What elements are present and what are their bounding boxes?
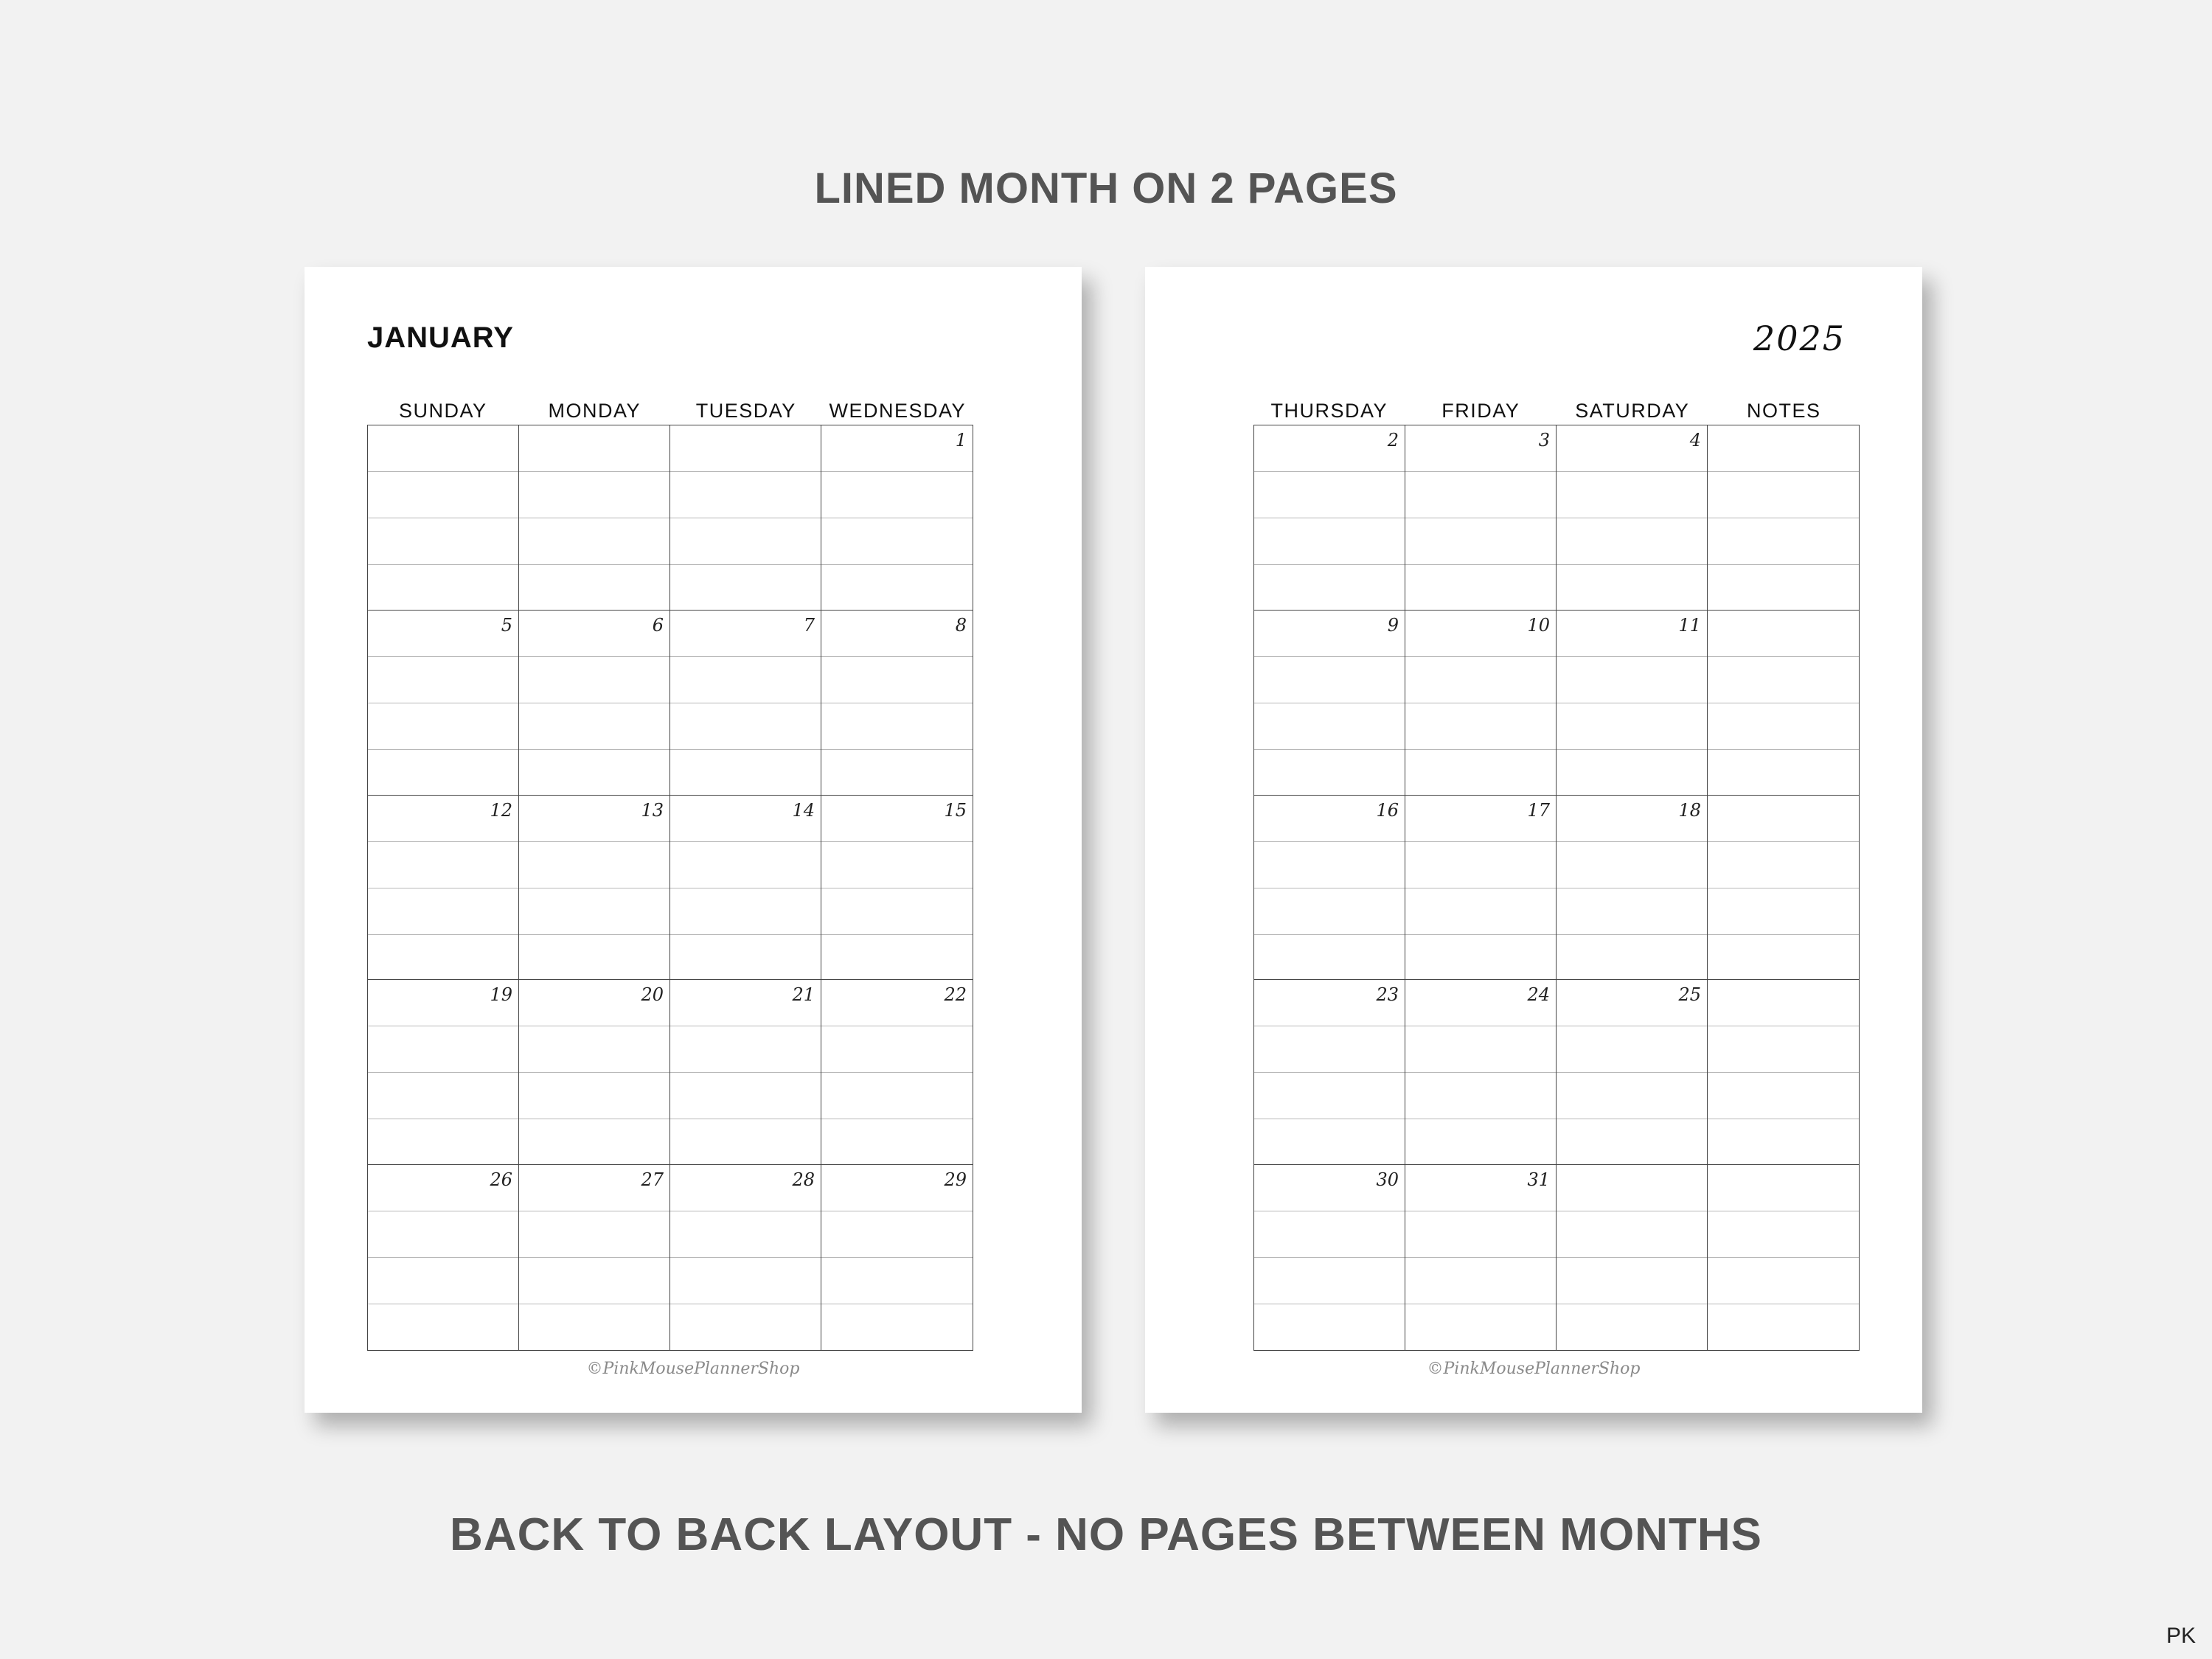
date-number: 7: [803, 614, 815, 636]
day-cell: [1557, 796, 1708, 981]
day-cell: [670, 425, 821, 611]
day-cell: [1405, 611, 1557, 796]
day-cell: [1254, 425, 1405, 611]
notes-header: NOTES: [1746, 400, 1821, 422]
date-number: 4: [1689, 430, 1701, 451]
year-title: 2025: [1753, 319, 1846, 358]
day-cell: [1405, 796, 1557, 981]
day-cell: [368, 796, 519, 981]
day-cell: [1405, 1165, 1557, 1350]
notes-cell: [1708, 611, 1859, 796]
shop-credit: ©PinkMousePlannerShop: [586, 1360, 800, 1378]
day-header: WEDNESDAY: [829, 400, 967, 422]
day-cell: [670, 980, 821, 1165]
day-cell: [821, 1165, 973, 1350]
date-number: 21: [792, 984, 815, 1006]
day-header: THURSDAY: [1270, 400, 1388, 422]
day-cell: [519, 980, 670, 1165]
date-number: 6: [652, 614, 664, 636]
shop-credit: ©PinkMousePlannerShop: [1427, 1360, 1641, 1378]
notes-cell: [1708, 1165, 1859, 1350]
date-number: 18: [1678, 799, 1701, 821]
date-number: 29: [944, 1169, 967, 1191]
day-cell: [519, 1165, 670, 1350]
date-number: 31: [1527, 1169, 1550, 1191]
month-title: JANUARY: [367, 321, 514, 354]
day-headers: [1253, 397, 1860, 425]
date-number: 9: [1387, 614, 1399, 636]
day-header: MONDAY: [548, 400, 641, 422]
date-number: 17: [1527, 799, 1550, 821]
date-number: 11: [1678, 614, 1701, 636]
day-cell: [1557, 611, 1708, 796]
day-cell: [1557, 980, 1708, 1165]
notes-cell: [1708, 425, 1859, 611]
date-number: 30: [1376, 1169, 1399, 1191]
day-cell: [519, 611, 670, 796]
date-number: 23: [1376, 984, 1399, 1006]
date-number: 26: [490, 1169, 512, 1191]
date-number: 1: [955, 430, 967, 451]
day-cell: [1405, 980, 1557, 1165]
date-number: 15: [944, 799, 967, 821]
day-cell: [519, 425, 670, 611]
right-planner-page: [1145, 267, 1922, 1413]
date-number: 13: [641, 799, 664, 821]
day-header: FRIDAY: [1441, 400, 1520, 422]
day-cell: [1254, 611, 1405, 796]
notes-cell: [1708, 796, 1859, 981]
calendar-grid: [367, 425, 973, 1351]
day-cell: [670, 611, 821, 796]
date-number: 25: [1678, 984, 1701, 1006]
top-heading: LINED MONTH ON 2 PAGES: [814, 164, 1398, 212]
day-cell: [1557, 425, 1708, 611]
day-cell: [821, 980, 973, 1165]
day-cell: [670, 1165, 821, 1350]
date-number: 14: [792, 799, 815, 821]
day-cell: [368, 980, 519, 1165]
day-cell: [1557, 1165, 1708, 1350]
calendar-grid: [1253, 425, 1860, 1351]
day-header: TUESDAY: [695, 400, 796, 422]
day-cell: [368, 611, 519, 796]
day-cell: [821, 611, 973, 796]
day-cell: [670, 796, 821, 981]
date-number: 28: [792, 1169, 815, 1191]
date-number: 12: [490, 799, 512, 821]
bottom-heading: BACK TO BACK LAYOUT - NO PAGES BETWEEN MONTHS: [450, 1509, 1762, 1560]
day-cell: [821, 425, 973, 611]
day-headers: [367, 397, 973, 425]
day-cell: [368, 1165, 519, 1350]
day-cell: [1405, 425, 1557, 611]
date-number: 24: [1527, 984, 1550, 1006]
date-number: 3: [1538, 430, 1550, 451]
day-cell: [1254, 1165, 1405, 1350]
date-number: 10: [1527, 614, 1550, 636]
corner-tag: PK: [2166, 1624, 2196, 1648]
date-number: 2: [1387, 430, 1399, 451]
day-cell: [519, 796, 670, 981]
day-header: SATURDAY: [1575, 400, 1690, 422]
date-number: 22: [944, 984, 967, 1006]
day-cell: [1254, 796, 1405, 981]
day-cell: [368, 425, 519, 611]
date-number: 20: [641, 984, 664, 1006]
date-number: 19: [490, 984, 512, 1006]
day-cell: [1254, 980, 1405, 1165]
notes-cell: [1708, 980, 1859, 1165]
date-number: 8: [955, 614, 967, 636]
date-number: 27: [641, 1169, 664, 1191]
date-number: 16: [1376, 799, 1399, 821]
day-cell: [821, 796, 973, 981]
date-number: 5: [501, 614, 512, 636]
day-header: SUNDAY: [398, 400, 487, 422]
left-planner-page: [305, 267, 1082, 1413]
